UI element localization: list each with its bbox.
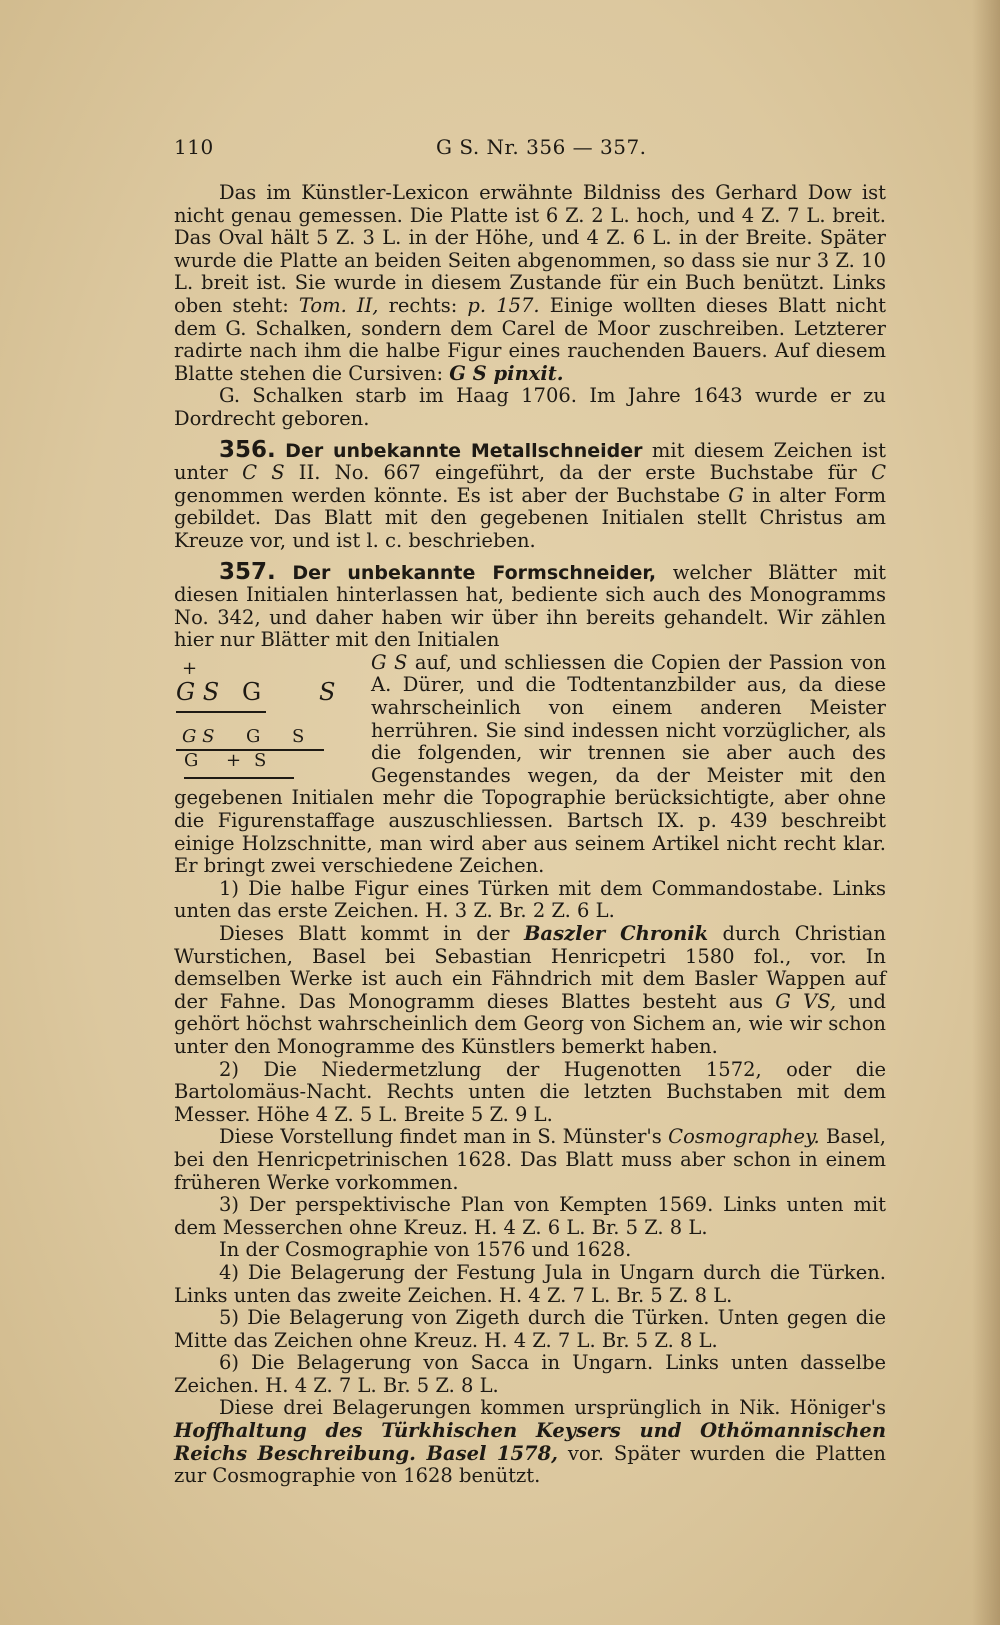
entry-357-name: Der unbekannte Formschneider,: [292, 561, 657, 584]
gs-monograms-image: [174, 656, 359, 784]
entry-356-number: 356.: [219, 436, 276, 463]
item-2-note: Diese Vorstellung findet man in S. Münster's Cosmographey. Basel, bei den Henricpetrinischen 1628. Das Blatt muss aber schon in einem früheren Werke vorkommen.: [174, 1125, 886, 1194]
monogram-g-5: G: [184, 749, 199, 771]
monogram-g-4: G: [246, 725, 261, 747]
item-1: 1) Die halbe Figur eines Türken mit dem Commandostabe. Links unten das erste Zeichen. H. 3 Z. Br. 2 Z. 6 L.: [174, 876, 886, 923]
entry-357: 357. Der unbekannte Formschneider, welcher Blätter mit diesen Initialen hinterlassen hat, bediente sich auch des Monogramms No. 342, und daher haben wir über ihn bereits gehandelt. Wir zählen hier nur Blätter mit den Initialen: [174, 558, 886, 652]
intro-paragraph: Das im Künstler-Lexicon erwähnte Bildniss des Gerhard Dow ist nicht genau gemessen. Die Platte ist 6 Z. 2 L. hoch, und 4 Z. 7 L. breit. Das Oval hält 5 Z. 3 L. in der Höhe, und 4 Z. 6 L. in der Breite. Später wurde die Platte an beiden Seiten abgenommen, so dass sie nur 3 Z. 10 L. breit ist. Sie wurde in diesem Zustande für ein Buch benützt. Links oben steht: Tom. II, rechts: p. 157. Einige wollten dieses Blatt nicht dem G. Schalken, sondern dem Carel de Moor zuschreiben. Letzterer radirte nach ihm die halbe Figur eines rauchenden Bauers. Auf diesem Blatte stehen die Cursiven: G S pinxit.: [174, 181, 886, 385]
entry-356: 356. Der unbekannte Metallschneider mit diesem Zeichen ist unter C S II. No. 667 eingeführt, da der erste Buchstabe für C genommen werden könnte. Es ist aber der Buchstabe G in alter Form gebildet. Das Blatt mit den gegebenen Initialen stellt Christus am Kreuze vor, und ist l. c. beschrieben.: [174, 436, 887, 552]
item-3-note: In der Cosmographie von 1576 und 1628.: [219, 1238, 632, 1262]
entry-357-body: + G S G S G S G S G + S G S auf, und schliessen die Copien der Passion von A. Dürer, und die Todtentanzbilder aus, da diese wahrscheinlich von einem anderen Meister herrühren. Sie sind indessen nicht vorzüglicher, als die folgenden, wir trennen sie aber auch des Gegenstandes wegen, da der Meister mit den gegebenen Initialen mehr die Topographie berücksichtigte, aber ohne die Figurenstaffage auszuschliessen. Bartsch IX. p. 439 beschreibt einige Holzschnitte, man wird aber aus seinem Artikel nicht recht klar. Er bringt zwei verschiedene Zeichen.: [174, 650, 886, 878]
entry-356-name: Der unbekannte Metallschneider: [285, 439, 643, 462]
item-3: 3) Der perspektivische Plan von Kempten 1569. Links unten mit dem Messerchen ohne Kreuz. H. 4 Z. 6 L. Br. 5 Z. 8 L.: [174, 1193, 886, 1239]
entry-357-number: 357.: [219, 558, 276, 585]
monogram-gs-3: G S: [182, 725, 215, 747]
monogram-gs-1: G S: [176, 677, 220, 706]
final-note: Diese drei Belagerungen kommen ursprünglich in Nik. Höniger's Hoffhaltung des Türkhischen Keysers und Othömannischen Reichs Beschreibung. Basel 1578, vor. Später wurden die Platten zur Cosmographie von 1628 benützt.: [174, 1396, 886, 1488]
item-2: 2) Die Niedermetzlung der Hugenotten 1572, oder die Bartolomäus-Nacht. Rechts unten die letzten Buchstaben mit dem Messer. Höhe 4 Z. 5 L. Breite 5 Z. 9 L.: [174, 1057, 886, 1126]
monogram-g-2: G: [242, 677, 262, 706]
monogram-s-4: S: [292, 725, 305, 747]
item-6: 6) Die Belagerung von Sacca in Ungarn. Links unten dasselbe Zeichen. H. 4 Z. 7 L. Br. 5 Z. 8 L.: [174, 1351, 886, 1397]
monogram-cross-1: +: [182, 657, 198, 679]
monogram-cross-5: +: [226, 749, 242, 771]
page-header: [174, 136, 886, 168]
item-1-note: Dieses Blatt kommt in der Baszler Chronik durch Christian Wurstichen, Basel bei Sebastian Henricpetri 1580 fol., vor. In demselben Werke ist auch ein Fähndrich mit dem Basler Wappen auf der Fahne. Das Monogramm dieses Blattes besteht aus G VS, und gehört höchst wahrscheinlich dem Georg von Sichem an, wie wir schon unter den Monogramme des Künstlers bemerkt haben.: [174, 922, 886, 1058]
page-edge-shadow: [972, 0, 1000, 1625]
intro-paragraph-2: G. Schalken starb im Haag 1706. Im Jahre 1643 wurde er zu Dordrecht geboren.: [174, 384, 886, 430]
item-4: 4) Die Belagerung der Festung Jula in Ungarn durch die Türken. Links unten das zweite Zeichen. H. 4 Z. 7 L. Br. 5 Z. 8 L.: [174, 1260, 886, 1307]
monogram-s-2: S: [319, 677, 336, 706]
page-content: [174, 136, 886, 1488]
running-title: G S. Nr. 356 — 357.: [436, 135, 647, 159]
monogram-s-5: S: [254, 749, 267, 771]
page-number: 110: [174, 135, 214, 159]
item-5: 5) Die Belagerung von Zigeth durch die Türken. Unten gegen die Mitte das Zeichen ohne Kreuz. H. 4 Z. 7 L. Br. 5 Z. 8 L.: [174, 1306, 886, 1352]
